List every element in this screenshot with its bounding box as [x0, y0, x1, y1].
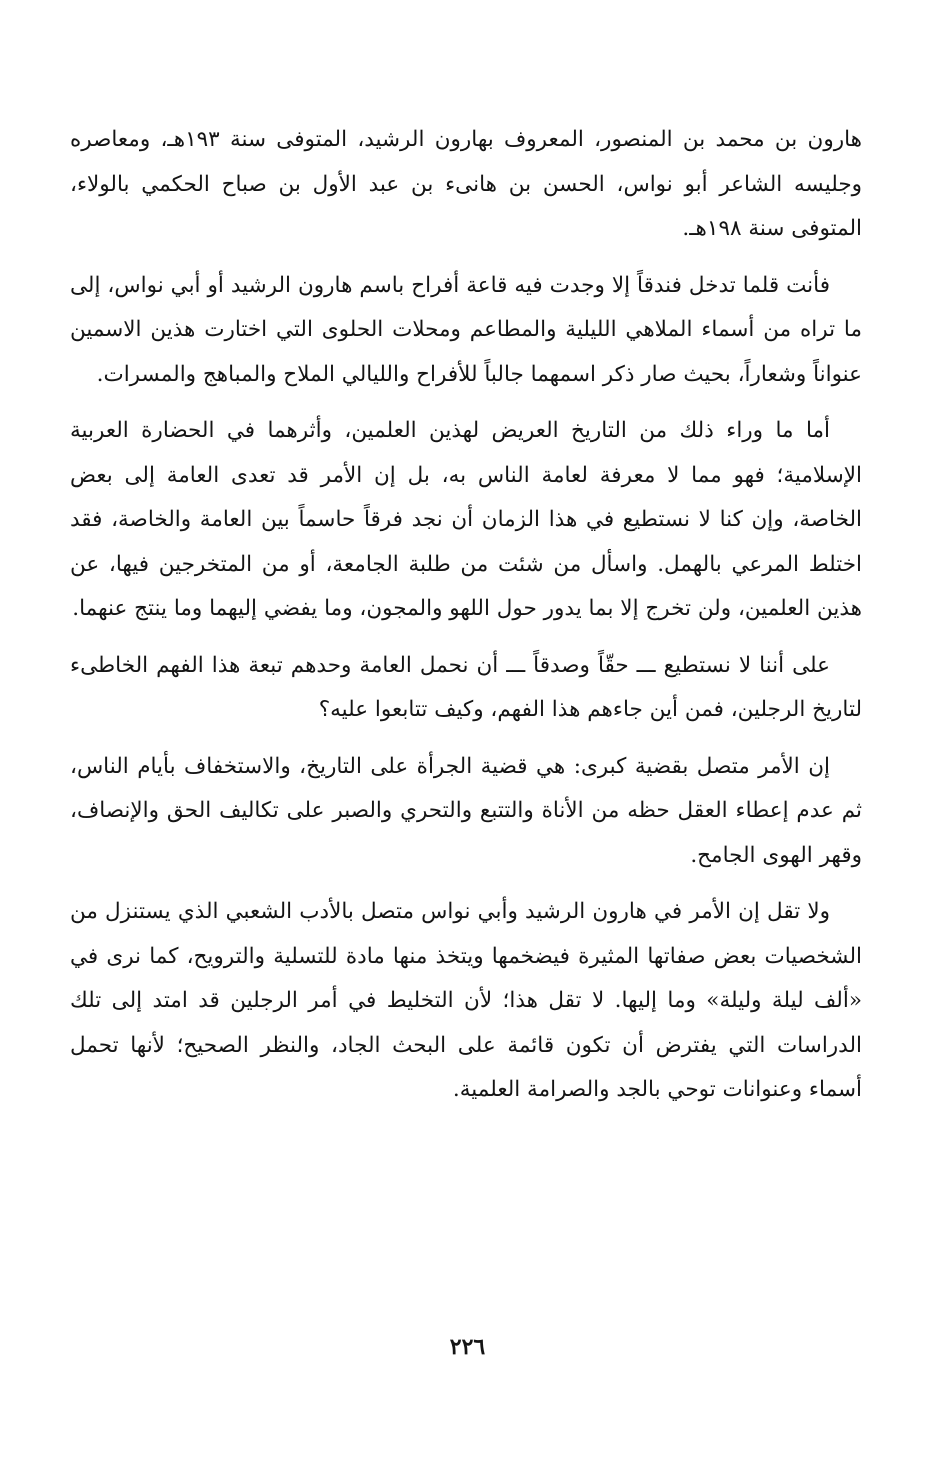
- paragraph-1: هارون بن محمد بن المنصور، المعروف بهارون الرشيد، المتوفى سنة ١٩٣هـ، ومعاصره وجليسه الشاعر أبو نواس، الحسن بن هانىء بن عبد الأول بن صباح الحكمي بالولاء، المتوفى سنة ١٩٨هـ.: [70, 127, 862, 241]
- paragraph-5: إن الأمر متصل بقضية كبرى: هي قضية الجرأة على التاريخ، والاستخفاف بأيام الناس، ثم عدم إعطاء العقل حظه من الأناة والتتبع والتحري والصبر على تكاليف الحق والإنصاف، وقهر الهوى الجامح.: [70, 753, 862, 868]
- body-text: [70, 118, 862, 1125]
- paragraph-4: على أننا لا نستطيع ـــ حقّاً وصدقاً ـــ أن نحمل العامة وحدهم تبعة هذا الفهم الخاطىء لتاريخ الرجلين، فمن أين جاءهم هذا الفهم، وكيف تتابعوا عليه؟: [70, 652, 862, 722]
- page-number: ٢٢٦: [449, 1334, 486, 1360]
- paragraph-6: ولا تقل إن الأمر في هارون الرشيد وأبي نواس متصل بالأدب الشعبي الذي يستنزل من الشخصيات بعض صفاتها المثيرة فيضخمها ويتخذ منها مادة للتسلية والترويح، كما نرى في «ألف ليلة وليلة» وما إليها. لا تقل هذا؛ لأن التخليط في أمر الرجلين قد امتد إلى تلك الدراسات التي يفترض أن تكون قائمة على البحث الجاد، والنظر الصحيح؛ لأنها تحمل أسماء وعنوانات توحي بالجد والصرامة العلمية.: [70, 899, 862, 1102]
- paragraph-3: أما ما وراء ذلك من التاريخ العريض لهذين العلمين، وأثرهما في الحضارة العربية الإسلامية؛ فهو مما لا معرفة لعامة الناس به، بل إن الأمر قد تعدى العامة إلى بعض الخاصة، وإن كنا لا نستطيع في هذا الزمان أن نجد فرقاً حاسماً بين العامة والخاصة، فقد اختلط المرعي بالهمل. واسأل من شئت من طلبة الجامعة، أو من المتخرجين فيها، عن هذين العلمين، ولن تخرج إلا بما يدور حول اللهو والمجون، وما يفضي إليهما وما ينتج عنهما.: [70, 418, 862, 621]
- paragraph-2: فأنت قلما تدخل فندقاً إلا وجدت فيه قاعة أفراح باسم هارون الرشيد أو أبي نواس، إلى ما تراه من أسماء الملاهي الليلية والمطاعم ومحلات الحلوى التي اختارت هذين الاسمين عنواناً وشعاراً، بحيث صار ذكر اسمهما جالباً للأفراح والليالي الملاح والمباهج والمسرات.: [70, 272, 862, 387]
